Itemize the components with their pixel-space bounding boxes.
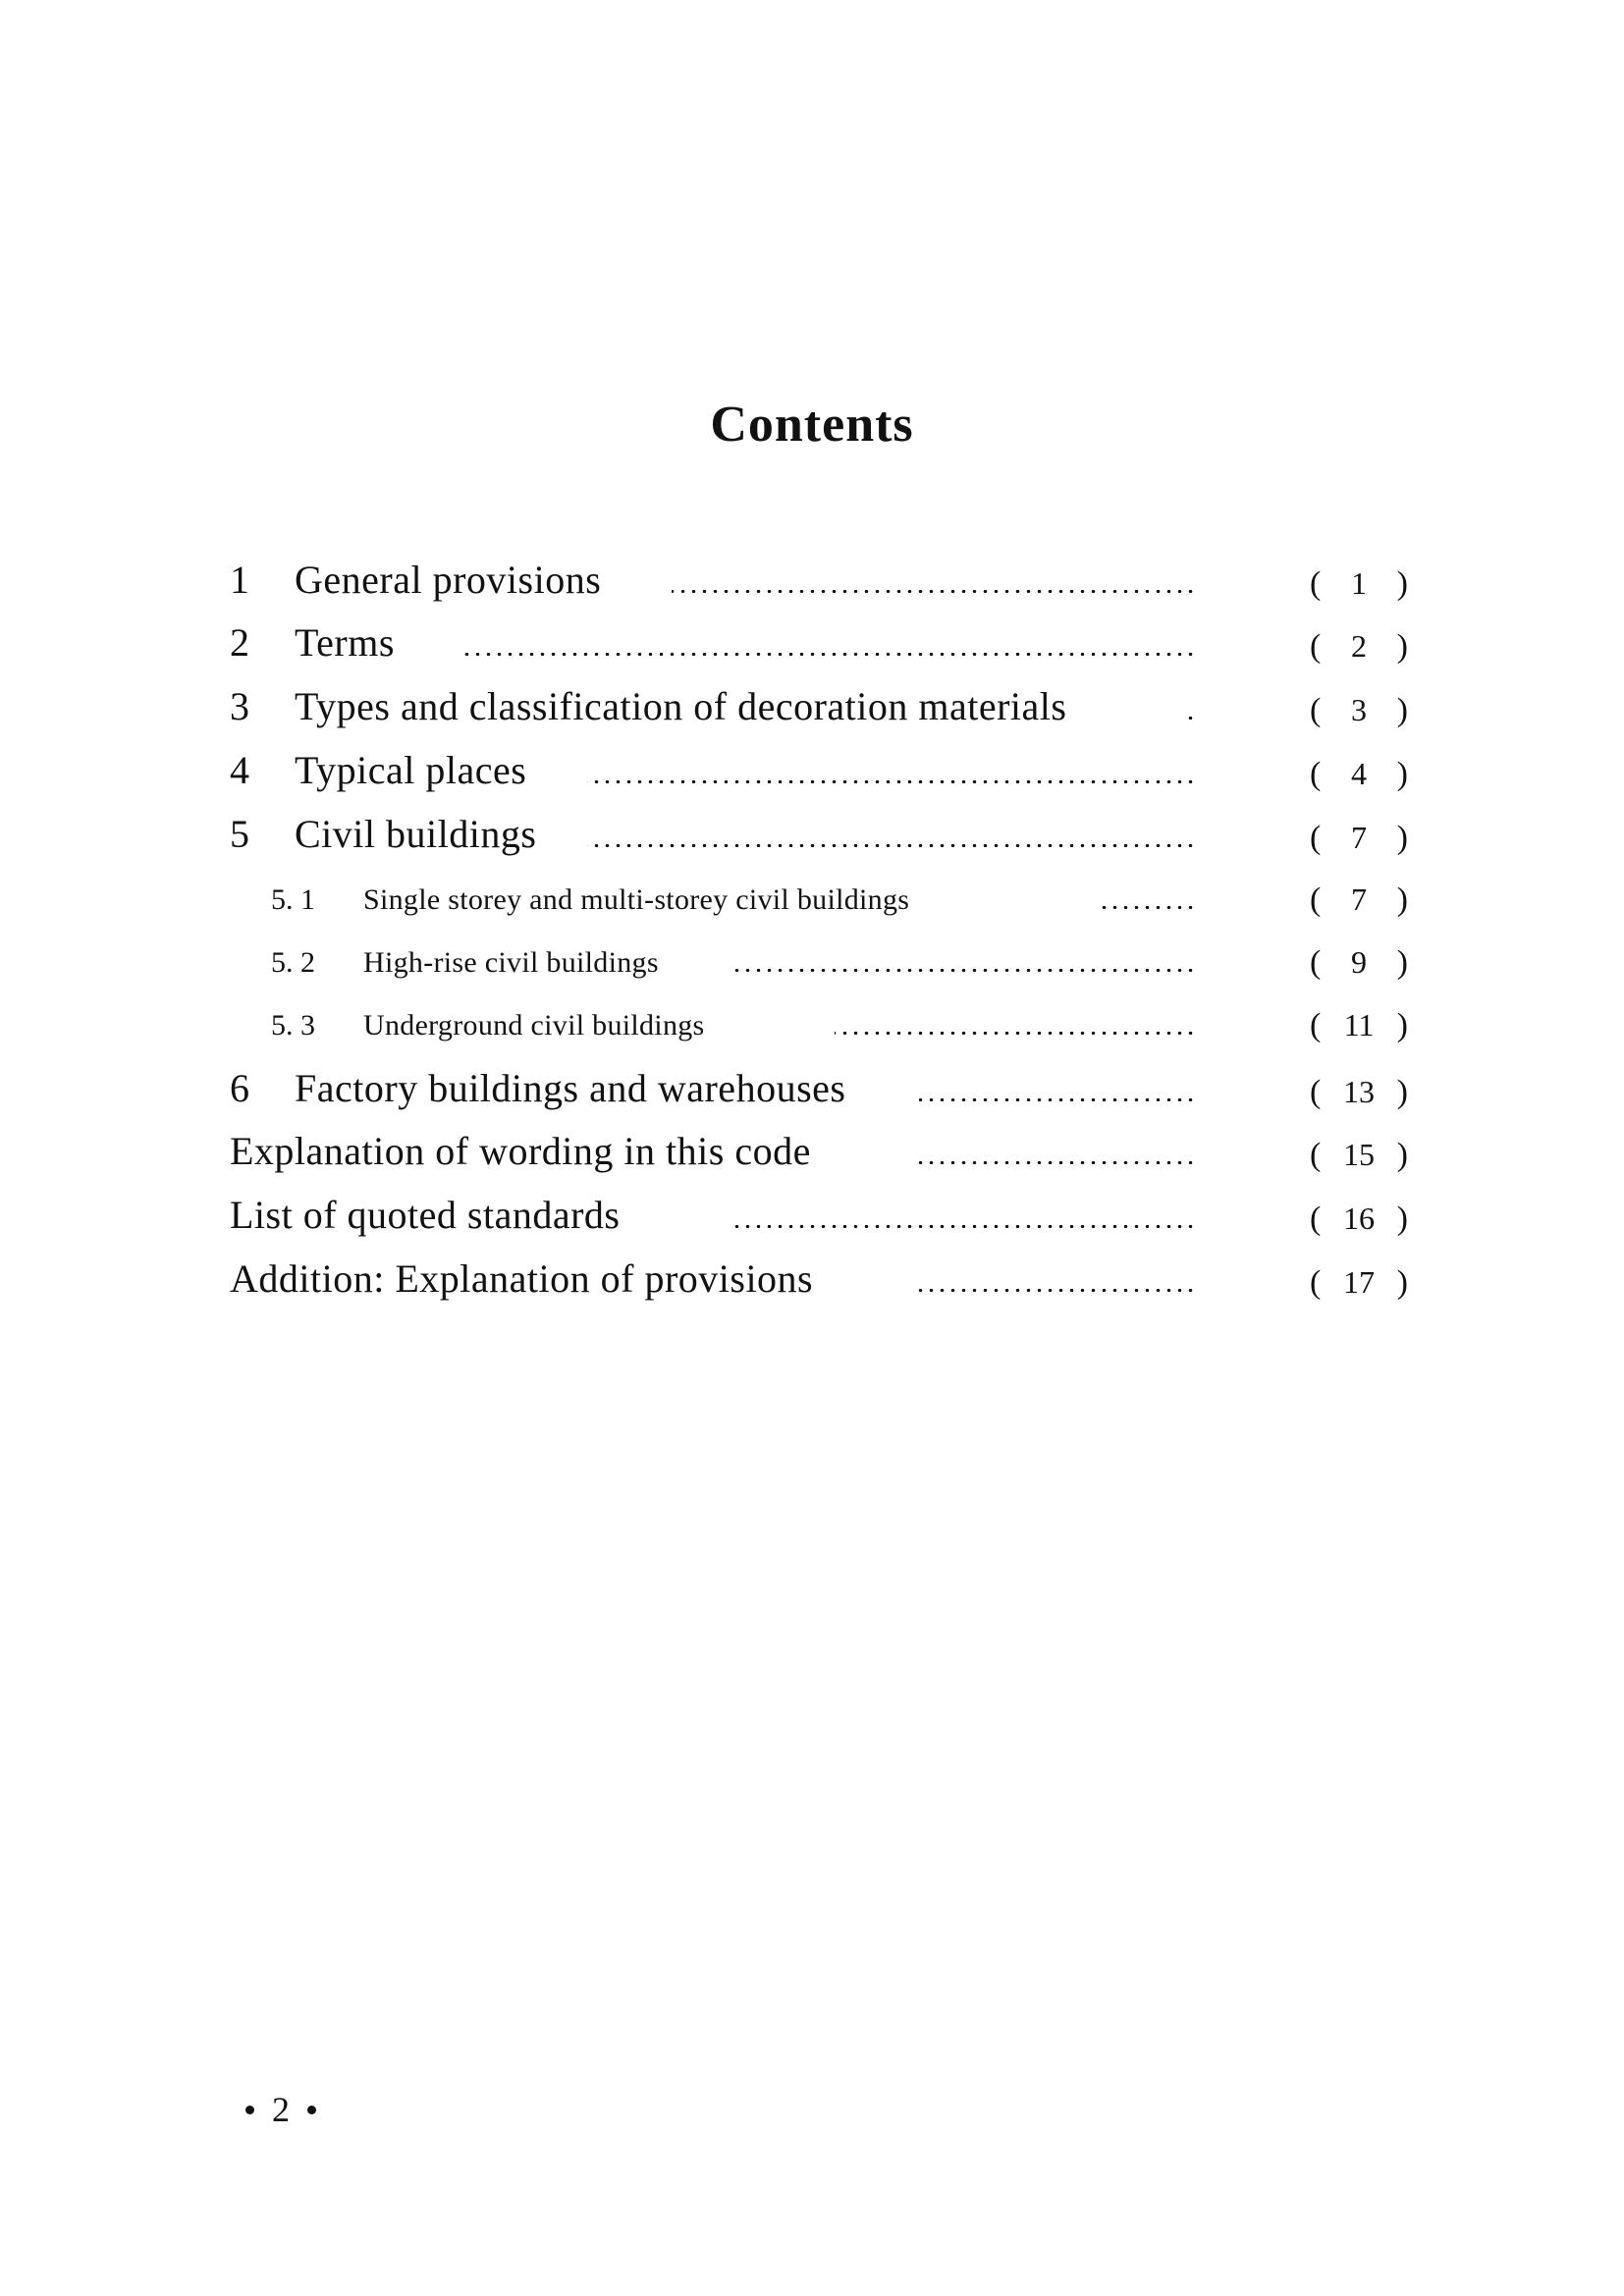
toc-subentry-underground[interactable]	[230, 991, 1408, 1050]
page-footer	[245, 2089, 316, 2130]
dot-leader	[461, 653, 1196, 656]
toc-entry-page-number: 3	[1351, 692, 1367, 727]
toc-entry-number: 6	[230, 1066, 249, 1110]
toc-entry-number: 4	[230, 748, 249, 792]
dot-leader	[587, 844, 1196, 847]
toc-entry-number: 5	[230, 812, 249, 856]
dot-leader	[587, 780, 1196, 783]
toc-entry-page-number: 9	[1351, 944, 1367, 980]
toc-entry-addition-explanation[interactable]	[230, 1249, 1408, 1308]
toc-entry-title: Terms	[295, 620, 395, 665]
toc-entry-factory-warehouses[interactable]	[230, 1058, 1408, 1117]
toc-entry-page-number: 11	[1343, 1007, 1375, 1042]
dot-leader	[732, 1225, 1196, 1228]
bullet-dot-icon	[307, 2106, 316, 2114]
toc-entry-number: 1	[230, 558, 249, 602]
toc-entry-page-ref: ( 16 )	[1310, 1201, 1408, 1237]
toc-entry-page-ref: ( 9 )	[1310, 944, 1408, 981]
toc-entry-page-ref: ( 7 )	[1310, 881, 1408, 918]
toc-entry-title: Underground civil buildings	[363, 1009, 705, 1041]
toc-entry-page-ref: ( 4 )	[1310, 756, 1408, 792]
toc-entry-page-number: 15	[1343, 1137, 1375, 1172]
toc-entry-title: High-rise civil buildings	[363, 946, 659, 979]
dot-leader	[919, 1098, 1196, 1101]
toc-entry-title: Factory buildings and warehouses	[295, 1066, 846, 1110]
toc-entry-number: 5. 1	[271, 883, 315, 916]
toc-entry-page-number: 7	[1351, 820, 1367, 855]
toc-entry-page-ref: ( 17 )	[1310, 1264, 1408, 1301]
toc-entry-title: Civil buildings	[295, 812, 537, 856]
toc-entry-types-classification[interactable]	[230, 676, 1408, 735]
dot-leader	[734, 969, 1196, 972]
toc-entry-terms[interactable]	[230, 613, 1408, 671]
dot-leader	[672, 590, 1196, 593]
toc-entry-page-number: 2	[1351, 628, 1367, 664]
bullet-dot-icon	[245, 2106, 254, 2114]
toc-entry-page-number: 4	[1351, 756, 1367, 791]
toc-entry-quoted-standards[interactable]	[230, 1185, 1408, 1244]
toc-entry-title: Single storey and multi-storey civil buildings	[363, 883, 910, 916]
toc-entry-page-number: 7	[1351, 881, 1367, 917]
toc-entry-title: Addition: Explanation of provisions	[230, 1256, 814, 1301]
toc-entry-title: General provisions	[295, 558, 602, 602]
dot-leader	[835, 1032, 1196, 1035]
dot-leader	[917, 1289, 1196, 1292]
toc-entry-general-provisions[interactable]	[230, 550, 1408, 609]
toc-entry-page-number: 16	[1343, 1201, 1375, 1236]
page-number: 2	[272, 2090, 290, 2129]
toc-entry-number: 3	[230, 684, 249, 728]
toc-entry-typical-places[interactable]	[230, 740, 1408, 799]
toc-entry-title: Explanation of wording in this code	[230, 1129, 811, 1173]
toc-entry-page-number: 1	[1351, 565, 1367, 601]
toc-entry-page-ref: ( 11 )	[1310, 1007, 1408, 1043]
toc-entry-number: 5. 3	[271, 1009, 315, 1041]
toc-entry-title: Types and classification of decoration materials	[295, 684, 1067, 728]
toc-subentry-single-multi-storey[interactable]	[230, 866, 1408, 925]
page-title: Contents	[710, 396, 914, 453]
toc-entry-page-number: 13	[1343, 1074, 1375, 1109]
toc-entry-page-ref: ( 7 )	[1310, 820, 1408, 856]
dot-leader	[1182, 717, 1196, 720]
toc-entry-page-ref: ( 2 )	[1310, 628, 1408, 665]
toc-subentry-high-rise[interactable]	[230, 929, 1408, 988]
dot-leader	[1096, 906, 1196, 909]
toc-entry-civil-buildings[interactable]	[230, 804, 1408, 863]
toc-entry-page-number: 17	[1343, 1264, 1375, 1300]
dot-leader	[917, 1161, 1196, 1164]
toc-entry-page-ref: ( 15 )	[1310, 1137, 1408, 1173]
toc-entry-title: List of quoted standards	[230, 1193, 621, 1237]
toc-entry-page-ref: ( 13 )	[1310, 1074, 1408, 1110]
toc-entry-title: Typical places	[295, 748, 527, 792]
toc-entry-page-ref: ( 1 )	[1310, 565, 1408, 602]
toc-entry-explanation-wording[interactable]	[230, 1121, 1408, 1180]
toc-entry-page-ref: ( 3 )	[1310, 692, 1408, 728]
toc-entry-number: 5. 2	[271, 946, 315, 979]
toc-entry-number: 2	[230, 620, 249, 665]
